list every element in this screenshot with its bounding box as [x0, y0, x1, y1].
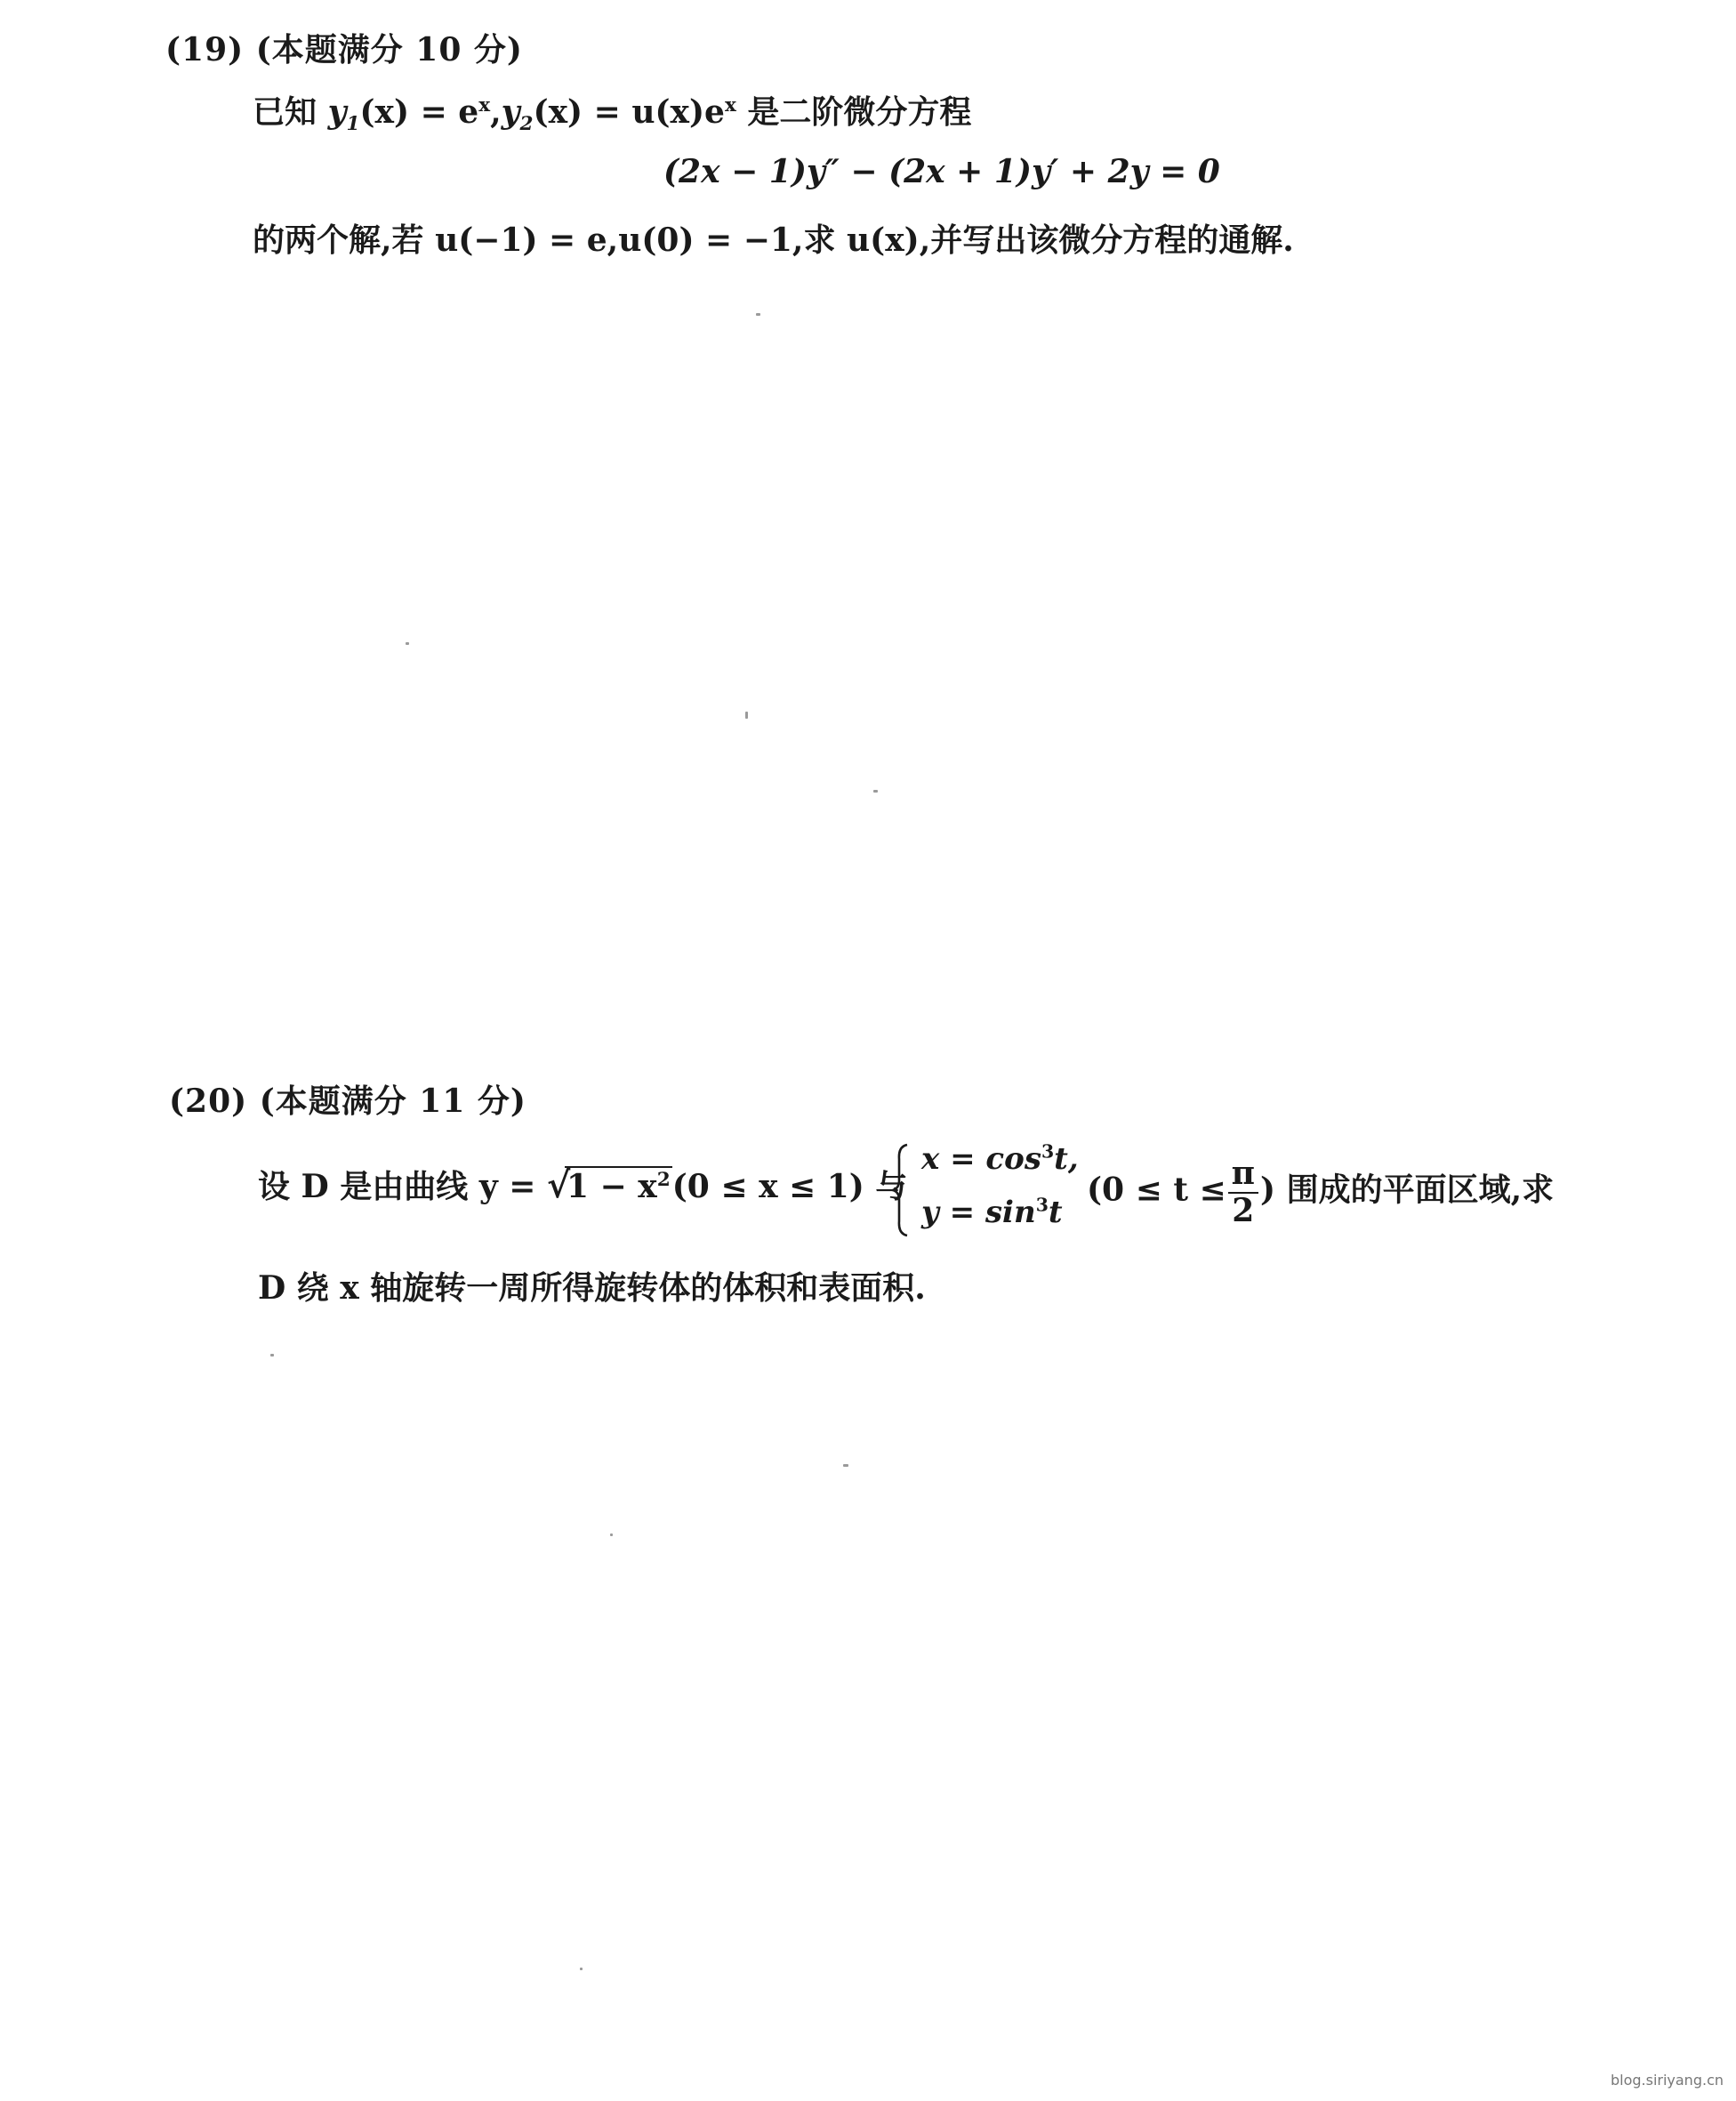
sys-y-exp: 3: [1035, 1194, 1049, 1216]
sqrt-expression: [546, 1164, 672, 1206]
q19-y2-sub: 2: [519, 113, 534, 136]
question-20-heading: (20) (本题满分 11 分): [169, 1083, 526, 1120]
scan-speck: [270, 1354, 274, 1356]
q19-exp1: x: [478, 94, 491, 117]
sys-y-tail: t: [1048, 1195, 1063, 1230]
q20-prefix: 设 D 是由曲线 y =: [258, 1168, 547, 1205]
sys-y-lhs: y = sin: [921, 1195, 1036, 1230]
scan-speck: [843, 1464, 848, 1467]
scan-speck: [580, 1968, 583, 1970]
frac-denominator: 2: [1232, 1191, 1255, 1229]
scan-speck: [406, 642, 409, 645]
q19-exp2: x: [724, 94, 736, 117]
sys-x-lhs: x = cos: [921, 1141, 1041, 1177]
question-19-equation: (2x − 1)y″ − (2x + 1)y′ + 2y = 0: [663, 153, 1220, 190]
radical-sign-icon: √: [546, 1164, 571, 1206]
q19-y1: y: [327, 93, 347, 131]
question-20-line-1-right: [1087, 1156, 1554, 1228]
sys-x-exp: 3: [1041, 1140, 1055, 1163]
q20-sqrt-exp: 2: [656, 1169, 671, 1191]
pi-over-two-fraction: [1228, 1156, 1258, 1228]
watermark: blog.siriyang.cn: [1610, 2072, 1724, 2089]
scan-speck: [745, 712, 748, 719]
q19-sep: ,: [490, 93, 502, 131]
q19-arg2: (x) = u(x)e: [533, 93, 725, 131]
scan-speck: [873, 790, 878, 793]
frac-numerator: π: [1228, 1156, 1258, 1194]
question-20-line-2: D 绕 x 轴旋转一周所得旋转体的体积和表面积.: [258, 1269, 926, 1307]
question-20-line-1-left: [258, 1162, 907, 1207]
q19-prefix: 已知: [253, 93, 317, 131]
system-row-x: [921, 1141, 1079, 1177]
question-19-line-1: [253, 87, 972, 136]
sys-x-tail: t,: [1054, 1141, 1079, 1177]
q20-param-prefix: (0 ≤ t ≤: [1087, 1171, 1226, 1209]
q19-suffix: 是二阶微分方程: [735, 93, 972, 131]
q19-y2: y: [501, 93, 520, 131]
q20-suffix: ) 围成的平面区域,求: [1260, 1171, 1555, 1209]
scan-speck: [610, 1533, 613, 1536]
parametric-system: [891, 1141, 1105, 1239]
system-row-y: [921, 1195, 1063, 1230]
question-19-line-3: 的两个解,若 u(−1) = e,u(0) = −1,求 u(x),并写出该微分方程的通解.: [253, 221, 1294, 259]
left-brace-icon: [891, 1141, 911, 1239]
scan-speck: [756, 313, 760, 316]
q20-range: (0 ≤ x ≤ 1) 与: [671, 1168, 908, 1205]
q19-y1-sub: 1: [346, 113, 360, 136]
q19-arg1: (x) = e: [359, 93, 479, 131]
question-19-heading: (19) (本题满分 10 分): [165, 31, 523, 68]
q20-sqrt-body: 1 − x: [566, 1168, 657, 1205]
